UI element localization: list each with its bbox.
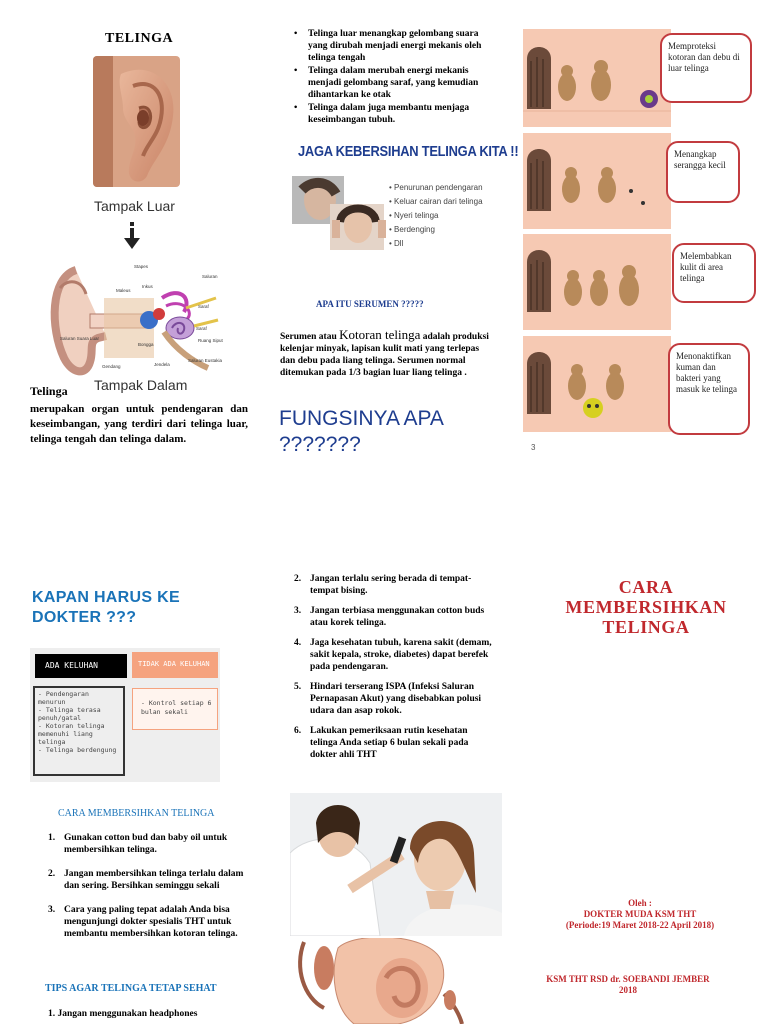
- illustration-panel-1: [523, 29, 671, 127]
- list-item: 2. Jangan membersihkan telinga terlalu dalam dan sering. Bersihkan seminggu sekali: [48, 869, 244, 891]
- svg-text:Saluran: Saluran: [202, 274, 218, 279]
- page-number: 3: [531, 443, 536, 452]
- svg-text:Bongga: Bongga: [138, 342, 154, 347]
- svg-text:Saluran Suara Luar: Saluran Suara Luar: [60, 336, 100, 341]
- list-item: • Dll: [389, 239, 404, 248]
- list-item: 4. Jaga kesehatan tubuh, karena sakit (demam, sakit kepala, stroke, diabetes) dapat berefek pada pendengaran.: [294, 638, 492, 672]
- ada-keluhan-label: ADA KELUHAN: [35, 654, 127, 678]
- fungsi-heading: FUNGSINYA APA ???????: [279, 407, 443, 456]
- list-item: • Penurunan pendengaran: [389, 183, 483, 192]
- institution-name: KSM THT RSD dr. SOEBANDI JEMBER: [546, 974, 710, 984]
- list-item: • Telinga luar menangkap gelombang suara yang dirubah menjadi energi mekanis oleh telinga tengah: [292, 28, 492, 64]
- list-item: • Keluar cairan dari telinga: [389, 197, 483, 206]
- list-item: - Kontrol setiap 6 bulan sekali: [141, 699, 212, 716]
- illustration-panel-3: [523, 234, 671, 330]
- svg-text:Gendang: Gendang: [102, 364, 121, 369]
- period-text: (Periode:19 Maret 2018-22 April 2018): [565, 920, 715, 930]
- cara-membersihkan-list: [48, 832, 248, 952]
- list-item: 3. Jangan terbiasa menggunakan cotton buds atau korek telinga.: [294, 606, 485, 628]
- list-item: - Telinga berdengung: [38, 746, 117, 754]
- svg-text:Saraf: Saraf: [196, 326, 207, 331]
- jaga-kebersihan-title: JAGA KEBERSIHAN TELINGA KITA !!: [298, 143, 519, 160]
- svg-text:Saraf: Saraf: [198, 304, 209, 309]
- keluhan-diagram: [30, 648, 220, 782]
- bubble-function-2: Menangkap serangga kecil: [666, 141, 740, 203]
- svg-text:Jendela: Jendela: [154, 362, 170, 367]
- tidak-ada-keluhan-list: [132, 688, 218, 730]
- svg-text:Maleus: Maleus: [116, 288, 131, 293]
- ear-photo: [93, 56, 180, 187]
- list-item: 1. Gunakan cotton bud dan baby oil untuk membersihkan telinga.: [48, 833, 228, 855]
- author-name: DOKTER MUDA KSM THT: [583, 909, 697, 919]
- tips-list: [294, 573, 494, 769]
- bubble-function-4: Menonaktifkan kuman dan bakteri yang masuk ke telinga: [668, 343, 750, 435]
- serumen-paragraph: Serumen atau Kotoran telinga adalah produksi kelenjar minyak, lapisan kulit mati yang terlepas dan debu pada liang telinga. Serumen normal ditemukan pada 1/3 bagian luar liang telinga .: [280, 327, 489, 378]
- ear-illustration: [294, 938, 464, 1024]
- caption-outer-view: Tampak Luar: [94, 198, 175, 214]
- list-item: 5. Hindari terserang ISPA (Infeksi Saluran Pernapasan Akut) yang disebabkan polusi udara dan asap rokok.: [294, 682, 482, 716]
- cara-membersihkan-subheading: CARA MEMBERSIHKAN TELINGA: [58, 808, 215, 819]
- doctor-examining-photo: [290, 793, 502, 936]
- list-item: • Telinga dalam juga membantu menjaga keseimbangan tubuh.: [292, 102, 492, 126]
- list-item: 6. Lakukan pemeriksaan rutin kesehatan telinga Anda setiap 6 bulan sekali pada dokter ahli THT: [294, 726, 469, 760]
- section-title-telinga: TELINGA: [105, 31, 174, 46]
- tips-item-1: 1. Jangan menggunakan headphones: [48, 1009, 198, 1019]
- list-item: • Telinga dalam merubah energi mekanis menjadi gelombang saraf, yang kemudian dihantarkan ke otak: [292, 65, 492, 101]
- author-block: [540, 898, 740, 931]
- oleh-label: Oleh :: [628, 898, 652, 908]
- telinga-description: merupakan organ untuk pendengaran dan keseimbangan, yang terdiri dari telinga luar, telinga tengah dan telinga dalam.: [30, 403, 248, 445]
- list-item: - Pendengaran menurun: [38, 690, 89, 706]
- caption-inner-view: Tampak Dalam: [94, 377, 188, 393]
- list-item: • Berdenging: [389, 225, 435, 234]
- bubble-function-3: Melembabkan kulit di area telinga: [672, 243, 756, 303]
- institution-block: [528, 974, 728, 996]
- telinga-label: Telinga: [30, 384, 68, 398]
- cover-title: CARA MEMBERSIHKAN TELINGA: [565, 577, 727, 637]
- ear-function-list: [292, 28, 492, 127]
- list-item: • Nyeri telinga: [389, 211, 439, 220]
- illustration-panel-4: [523, 336, 671, 432]
- tips-heading: TIPS AGAR TELINGA TETAP SEHAT: [45, 983, 217, 994]
- svg-text:Stapes: Stapes: [134, 264, 149, 269]
- list-item: 3. Cara yang paling tepat adalah Anda bisa mengunjungi dokter spesialis THT untuk membantu membersihkan kotoran telinga.: [48, 905, 238, 939]
- symptom-list: [389, 181, 483, 251]
- year-text: 2018: [619, 985, 637, 995]
- list-item: 2. Jangan terlalu sering berada di tempat-tempat bising.: [294, 574, 472, 596]
- bubble-function-1: Memproteksi kotoran dan debu di luar telinga: [660, 33, 752, 103]
- list-item: - Kotoran telinga memenuhi liang telinga: [38, 722, 105, 746]
- illustration-panel-2: [523, 133, 671, 229]
- kapan-ke-dokter-heading: KAPAN HARUS KE DOKTER ???: [32, 589, 180, 626]
- svg-text:Saluran Eustakia: Saluran Eustakia: [188, 358, 223, 363]
- serumen-heading: APA ITU SERUMEN ?????: [316, 299, 424, 309]
- svg-text:Inkus: Inkus: [142, 284, 153, 289]
- svg-text:Ruang Siput: Ruang Siput: [198, 338, 223, 343]
- tidak-ada-keluhan-label: TIDAK ADA KELUHAN: [132, 652, 218, 678]
- ada-keluhan-list: [33, 686, 125, 776]
- list-item: - Telinga terasa penuh/gatal: [38, 706, 101, 722]
- ear-anatomy-diagram: [46, 258, 228, 380]
- down-arrow-icon: [124, 222, 140, 255]
